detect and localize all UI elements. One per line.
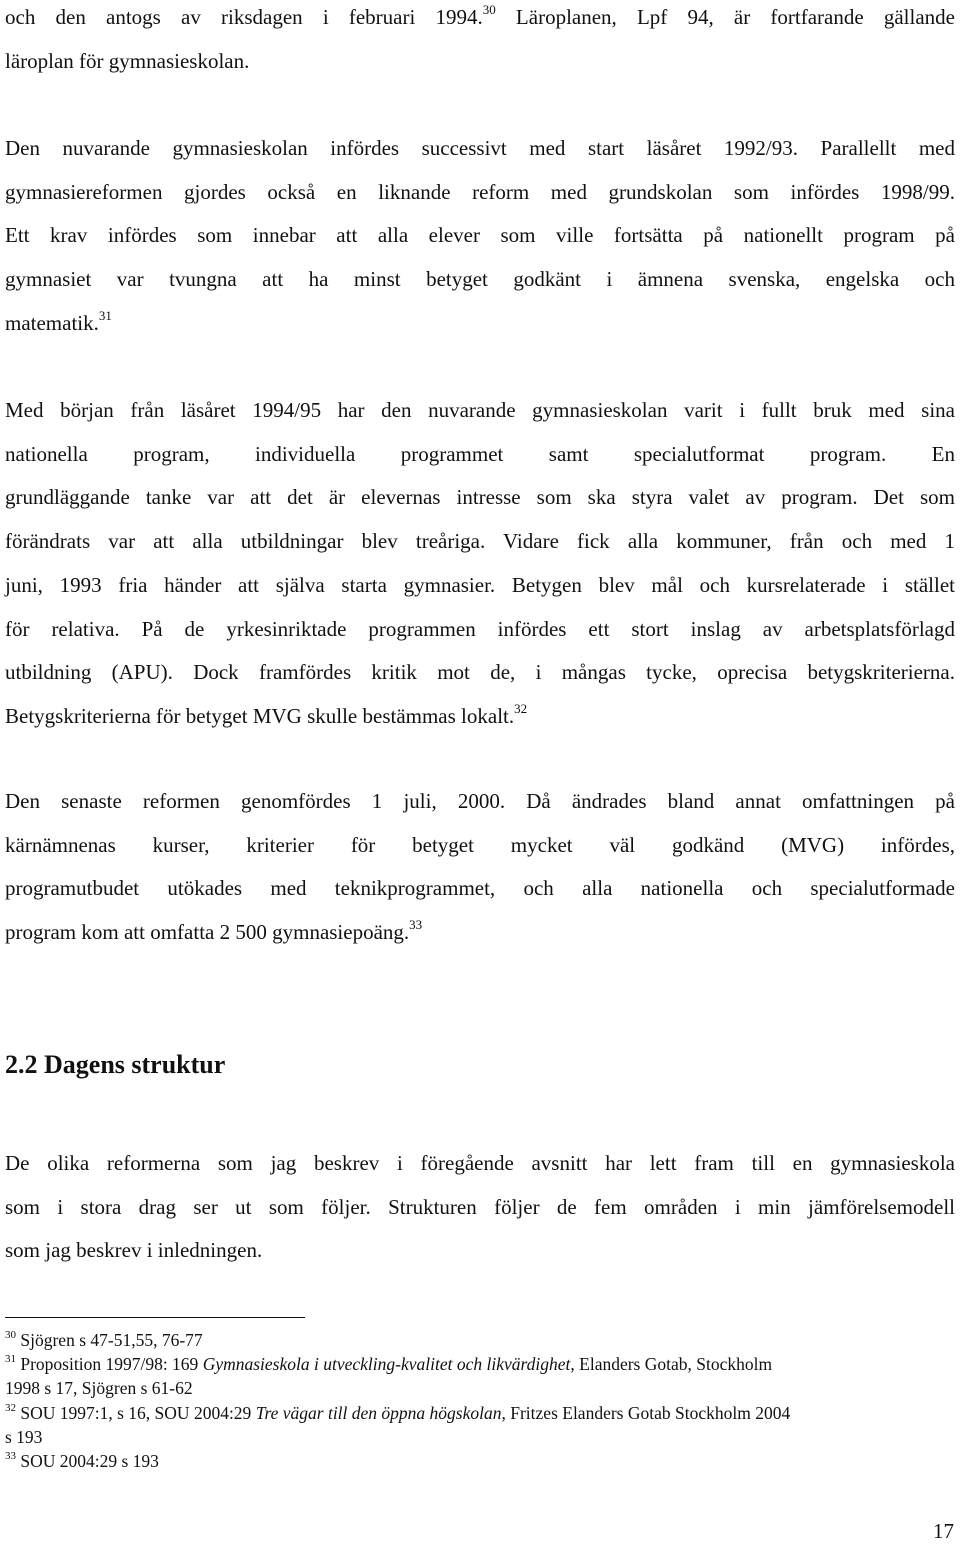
text-line: Betygskriterierna för betyget MVG skulle bestämmas lokalt.$^{32}$ xyxy=(5,700,528,728)
text-line: gymnasiereformen gjordes också en liknande reform med grundskolan som infördes 1998/99. xyxy=(5,179,955,204)
footnote-ref-32[interactable]: 32 xyxy=(514,700,528,716)
text-line: förändrats var att alla utbildningar blev treåriga. Vidare fick alla kommuner, från och med 1 xyxy=(5,529,955,554)
text-line: grundläggande tanke var att det är elevernas intresse som ska styra valet av program. Det som xyxy=(5,485,955,510)
text-line: De olika reformerna som jag beskrev i föregående avsnitt har lett fram till en gymnasieskola xyxy=(5,1151,955,1175)
text-line: gymnasiet var tvungna att ha minst betyget godkänt i ämnena svenska, engelska och xyxy=(5,267,955,292)
section-heading: 2.2 Dagens struktur xyxy=(5,1050,226,1079)
text-line: utbildning (APU). Dock framfördes kritik mot de, i mångas tycke, oprecisa betygskriterierna. xyxy=(5,660,955,685)
footnote-32-continued: s 193 xyxy=(5,1426,43,1447)
footnotes xyxy=(5,1328,955,1473)
text-line: kärnämnenas kurser, kriterier för betyget mycket väl godkänd (MVG) infördes, xyxy=(5,832,955,857)
text-line: matematik.$^{31}$ xyxy=(5,307,112,335)
text-line: juni, 1993 fria händer att själva starta gymnasier. Betygen blev mål och kursrelaterade i stället xyxy=(5,572,955,597)
paragraph-continuation xyxy=(5,0,955,83)
paragraph-reform-2000 xyxy=(5,780,955,955)
text-line: Den senaste reformen genomfördes 1 juli, 2000. Då ändrades bland annat omfattningen på xyxy=(5,789,955,813)
text-line: Med början från läsåret 1994/95 har den nuvarande gymnasieskolan varit i fullt bruk med sina xyxy=(5,398,955,422)
footnote-ref-30[interactable]: 30 xyxy=(482,2,496,17)
page-number: 17 xyxy=(933,1519,954,1543)
footnote-30: $^{30}$ Sjögren s 47-51,55, 76-77 xyxy=(5,1329,203,1350)
footnote-31: $^{31}$ Proposition 1997/98: 169 Gymnasieskola i utveckling-kvalitet och likvärdighet, Elanders Gotab, Stockholm xyxy=(5,1353,773,1375)
paragraph-1994-95 xyxy=(5,389,955,739)
text-line: programutbudet utökades med teknikprogrammet, och alla nationella och specialutformade xyxy=(5,876,955,901)
paragraph-structure-intro xyxy=(5,1142,955,1273)
text-line: Ett krav infördes som innebar att alla elever som ville fortsätta på nationellt program på xyxy=(5,223,955,248)
text-line: nationella program, individuella programmet samt specialutformat program. En xyxy=(5,441,955,466)
footnote-ref-33[interactable]: 33 xyxy=(409,917,423,933)
text-line: som jag beskrev i inledningen. xyxy=(5,1238,263,1263)
footnote-ref-31[interactable]: 31 xyxy=(98,307,112,323)
text-line: program kom att omfatta 2 500 gymnasiepoäng.$^{33}$ xyxy=(5,917,423,945)
text-line: Den nuvarande gymnasieskolan infördes successivt med start läsåret 1992/93. Parallellt med xyxy=(5,136,955,160)
text-line: och den antogs av riksdagen i februari 1994.30 Läroplanen, Lpf 94, är fortfarande gällande xyxy=(5,2,955,29)
footnote-33: $^{33}$ SOU 2004:29 s 193 xyxy=(5,1450,159,1472)
footnote-32: $^{32}$ SOU 1997:1, s 16, SOU 2004:29 Tre vägar till den öppna högskolan, Fritzes Elanders Gotab Stockholm 2004 xyxy=(5,1401,791,1423)
footnote-separator xyxy=(5,1317,305,1318)
text-line: för relativa. På de yrkesinriktade programmen infördes ett stort inslag av arbetsplatsförlagd xyxy=(5,616,955,641)
text-line: läroplan för gymnasieskolan. xyxy=(5,48,250,73)
footnote-31-continued: 1998 s 17, Sjögren s 61-62 xyxy=(5,1378,193,1399)
text-line: som i stora drag ser ut som följer. Strukturen följer de fem områden i min jämförelsemodell xyxy=(5,1194,955,1219)
paragraph-reform-1992 xyxy=(5,127,955,346)
